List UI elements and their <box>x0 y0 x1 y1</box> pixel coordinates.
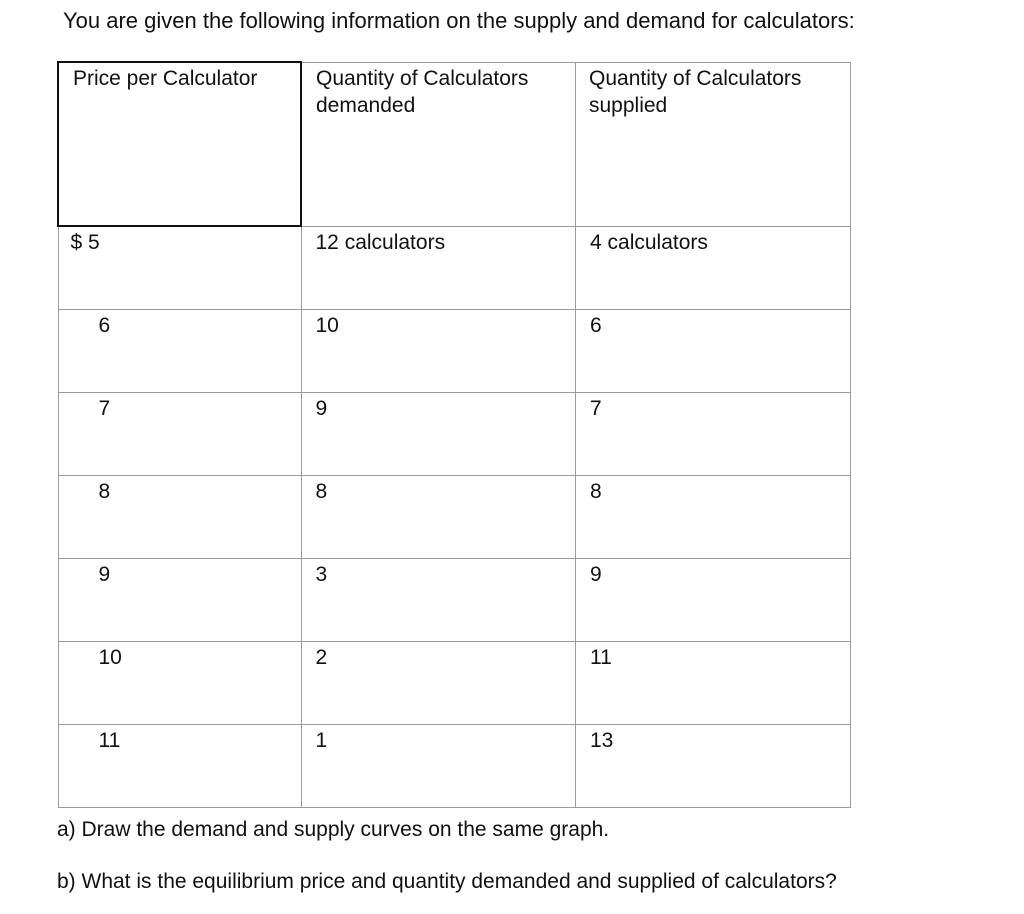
price-value: 6 <box>98 314 111 337</box>
demanded-value: 3 <box>315 563 328 586</box>
header-demanded-line2: demanded <box>316 93 416 117</box>
supplied-value: 8 <box>590 480 602 503</box>
supplied-value: 11 <box>590 646 612 669</box>
demanded-value: 9 <box>315 397 328 420</box>
price-cell <box>58 226 301 310</box>
header-supplied <box>576 62 851 226</box>
header-price <box>58 62 301 226</box>
question-b: b) What is the equilibrium price and quantity demanded and supplied of calculators? <box>57 870 837 893</box>
price-cell <box>58 559 301 642</box>
price-cell <box>58 476 301 559</box>
price-value: 11 <box>98 729 121 752</box>
table-row <box>58 393 851 476</box>
table-row <box>58 559 851 642</box>
demanded-cell <box>301 725 576 808</box>
price-cell <box>58 393 301 476</box>
header-supplied-line2: supplied <box>589 93 668 117</box>
demanded-cell <box>301 559 576 642</box>
supplied-cell <box>576 476 851 559</box>
header-demanded <box>301 62 576 226</box>
header-demanded-line1: Quantity of Calculators <box>316 66 529 90</box>
supplied-cell <box>576 393 851 476</box>
demanded-value: 10 <box>315 314 339 337</box>
table-header-row <box>58 62 851 226</box>
price-value: 10 <box>98 646 122 669</box>
demanded-cell <box>301 476 576 559</box>
demanded-value: 8 <box>315 480 328 503</box>
supplied-cell <box>576 725 851 808</box>
price-value: 8 <box>98 480 111 503</box>
price-value: 7 <box>98 397 111 420</box>
supplied-cell <box>576 226 851 310</box>
demanded-cell <box>301 642 576 725</box>
supplied-value: 13 <box>590 729 614 752</box>
demanded-value: 2 <box>315 646 328 669</box>
supplied-value: 7 <box>590 397 602 420</box>
supplied-value: 6 <box>590 314 602 337</box>
intro-text: You are given the following information on the supply and demand for calculators: <box>63 8 855 33</box>
price-cell <box>58 642 301 725</box>
price-value: $ 5 <box>70 231 100 254</box>
table-row <box>58 642 851 725</box>
demanded-cell <box>301 226 576 310</box>
demanded-value: 1 <box>315 729 328 752</box>
price-cell <box>58 725 301 808</box>
supplied-value: 4 calculators <box>590 230 708 254</box>
table-row <box>58 476 851 559</box>
supplied-cell <box>576 310 851 393</box>
demanded-cell <box>301 393 576 476</box>
supplied-cell <box>576 642 851 725</box>
table-row <box>58 226 851 310</box>
demanded-cell <box>301 310 576 393</box>
question-a: a) Draw the demand and supply curves on the same graph. <box>57 818 610 841</box>
header-price-label: Price per Calculator <box>73 67 258 90</box>
supply-demand-table <box>57 61 851 808</box>
demanded-value: 12 calculators <box>315 230 446 254</box>
supplied-value: 9 <box>590 563 602 586</box>
header-supplied-line1: Quantity of Calculators <box>589 66 802 90</box>
supplied-cell <box>576 559 851 642</box>
table-row <box>58 725 851 808</box>
price-value: 9 <box>98 563 111 586</box>
table-row <box>58 310 851 393</box>
price-cell <box>58 310 301 393</box>
